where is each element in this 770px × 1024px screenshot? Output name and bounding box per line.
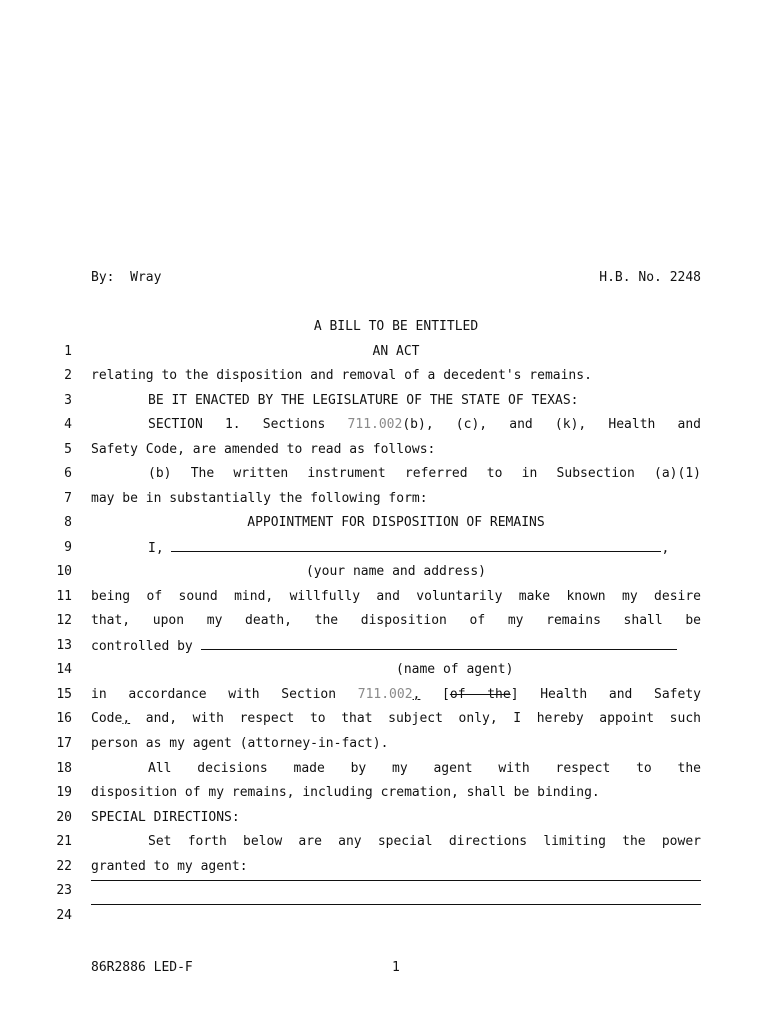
line-13-text: controlled by bbox=[91, 639, 201, 654]
line-16-text-end: and, with respect to that subject only, I hereby appoint such bbox=[130, 711, 701, 726]
line-number: 15 bbox=[56, 687, 72, 702]
line-21: Set forth below are any special directions limiting the power bbox=[148, 834, 701, 849]
line-number: 12 bbox=[56, 613, 72, 628]
section-reference: 711.002 bbox=[347, 417, 403, 432]
line-number: 9 bbox=[64, 540, 72, 555]
line-15 bbox=[91, 687, 701, 703]
line-4-text-end: (b), (c), and (k), Health and bbox=[402, 417, 701, 432]
line-number: 7 bbox=[64, 491, 72, 506]
line-19: disposition of my remains, including cremation, shall be binding. bbox=[91, 785, 600, 800]
line-3: BE IT ENACTED BY THE LEGISLATURE OF THE STATE OF TEXAS: bbox=[148, 393, 579, 408]
line-number: 19 bbox=[56, 785, 72, 800]
line-1: AN ACT bbox=[372, 344, 420, 359]
line-number: 8 bbox=[64, 515, 72, 530]
special-directions-blank-2 bbox=[91, 904, 701, 905]
line-number: 3 bbox=[64, 393, 72, 408]
line-22: granted to my agent: bbox=[91, 859, 248, 874]
line-16-text: Code bbox=[91, 711, 123, 726]
line-number: 18 bbox=[56, 761, 72, 776]
line-18: All decisions made by my agent with respect to the bbox=[148, 761, 701, 776]
line-4-text: SECTION 1. Sections bbox=[148, 417, 348, 432]
line-20: SPECIAL DIRECTIONS: bbox=[91, 810, 240, 825]
name-address-blank bbox=[171, 540, 661, 552]
line-15-bracket-open: [ bbox=[420, 687, 450, 702]
line-number: 16 bbox=[56, 711, 72, 726]
line-14: (name of agent) bbox=[396, 662, 514, 677]
line-5: Safety Code, are amended to read as follows: bbox=[91, 442, 436, 457]
line-9-comma: , bbox=[661, 541, 670, 556]
line-number: 24 bbox=[56, 908, 72, 923]
line-number: 20 bbox=[56, 810, 72, 825]
line-2: relating to the disposition and removal of a decedent's remains. bbox=[91, 368, 592, 383]
line-6: (b) The written instrument referred to in Subsection (a)(1) bbox=[148, 466, 701, 481]
footer-code: 86R2886 LED-F bbox=[91, 960, 193, 975]
line-number: 14 bbox=[56, 662, 72, 677]
inserted-comma-2: , bbox=[122, 711, 131, 726]
line-9 bbox=[91, 540, 701, 557]
special-directions-blank-1 bbox=[91, 880, 701, 881]
line-15-text-end: ] Health and Safety bbox=[510, 687, 701, 702]
line-number: 21 bbox=[56, 834, 72, 849]
line-16 bbox=[91, 711, 701, 727]
line-number: 4 bbox=[64, 417, 72, 432]
page-number: 1 bbox=[392, 960, 400, 975]
line-number: 5 bbox=[64, 442, 72, 457]
line-11: being of sound mind, willfully and voluntarily make known my desire bbox=[91, 589, 701, 604]
bill-author: By: Wray bbox=[91, 270, 162, 285]
line-17: person as my agent (attorney-in-fact). bbox=[91, 736, 389, 751]
line-number: 1 bbox=[64, 344, 72, 359]
inserted-comma: , bbox=[412, 687, 421, 702]
line-12: that, upon my death, the disposition of my remains shall be bbox=[91, 613, 701, 628]
line-8: APPOINTMENT FOR DISPOSITION OF REMAINS bbox=[247, 515, 545, 530]
line-number: 6 bbox=[64, 466, 72, 481]
line-number: 22 bbox=[56, 859, 72, 874]
section-reference-2: 711.002 bbox=[357, 687, 413, 702]
line-number: 10 bbox=[56, 564, 72, 579]
line-number: 13 bbox=[56, 638, 72, 653]
agent-name-blank bbox=[201, 638, 677, 650]
struck-text: of the bbox=[449, 687, 511, 702]
line-15-text: in accordance with Section bbox=[91, 687, 358, 702]
line-number: 17 bbox=[56, 736, 72, 751]
line-13 bbox=[91, 638, 701, 655]
line-9-text: I, bbox=[148, 541, 172, 556]
line-number: 11 bbox=[56, 589, 72, 604]
line-7: may be in substantially the following form: bbox=[91, 491, 428, 506]
line-number: 2 bbox=[64, 368, 72, 383]
bill-number: H.B. No. 2248 bbox=[599, 270, 701, 285]
line-4 bbox=[91, 417, 701, 433]
line-10: (your name and address) bbox=[305, 564, 486, 579]
bill-title: A BILL TO BE ENTITLED bbox=[313, 319, 479, 334]
line-number: 23 bbox=[56, 883, 72, 898]
